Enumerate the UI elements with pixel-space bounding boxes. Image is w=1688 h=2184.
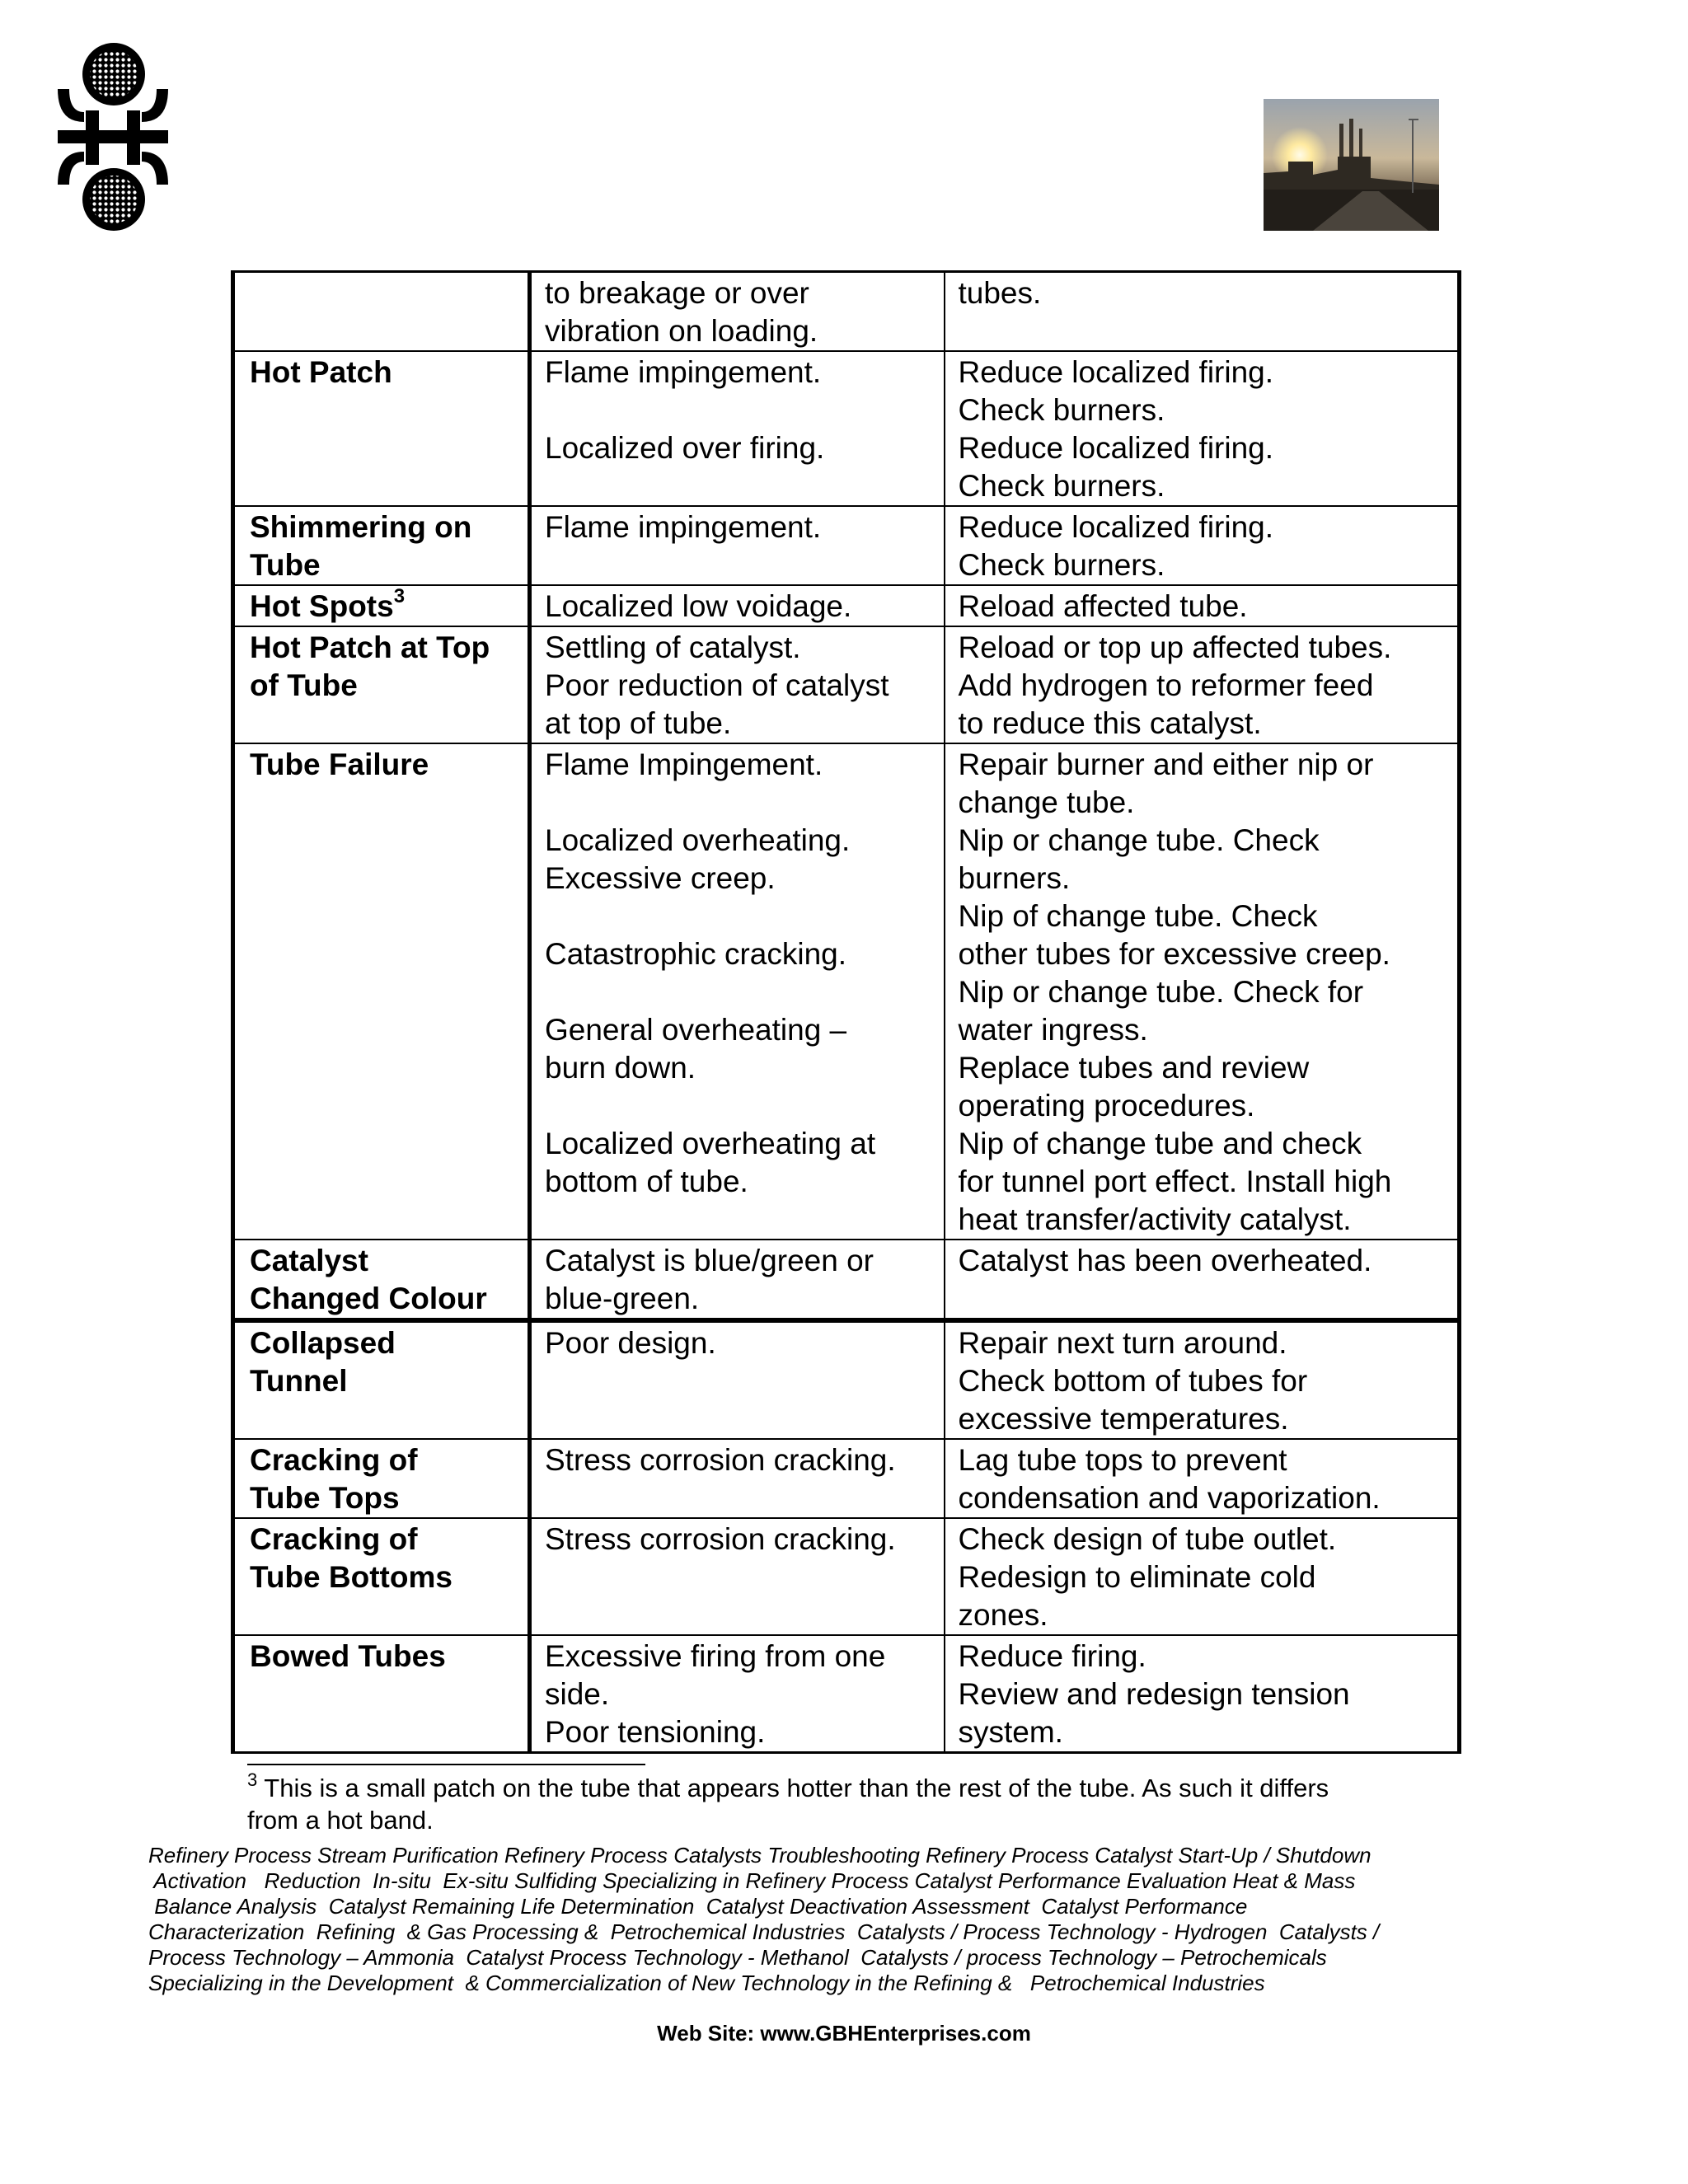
problem-label: Bowed Tubes: [250, 1639, 446, 1673]
action-text: Repair burner and either nip or: [958, 748, 1374, 781]
action-text: operating procedures.: [958, 1089, 1255, 1122]
footnote-rule: [247, 1764, 645, 1765]
action-cell: [945, 272, 1460, 352]
table-row: [233, 1320, 1460, 1439]
problem-cell: [233, 272, 530, 352]
problem-cell: [233, 585, 530, 626]
tagline-line: Specializing in the Development & Commercialization of New Technology in the Refining & Petrochemical Industries: [148, 1971, 1265, 1995]
action-cell: [945, 1320, 1460, 1439]
problem-label: Shimmering on: [250, 510, 472, 544]
problem-cell: [233, 743, 530, 1240]
cause-text: Flame impingement.: [545, 355, 822, 389]
problem-text: [250, 746, 516, 784]
problem-label: Tube: [250, 548, 321, 582]
troubleshooting-table: [231, 270, 1457, 1754]
problem-label: Tube Failure: [250, 748, 429, 781]
problem-cell: [233, 1439, 530, 1518]
action-text: Replace tubes and review: [958, 1051, 1310, 1085]
problem-label: Cracking of: [250, 1443, 418, 1477]
action-text: to reduce this catalyst.: [958, 706, 1262, 740]
action-cell: [945, 506, 1460, 585]
action-text: Reduce localized firing.: [958, 355, 1274, 389]
problem-label: Tube Bottoms: [250, 1560, 452, 1594]
problem-label: Collapsed: [250, 1326, 396, 1360]
table-row: [233, 351, 1460, 506]
gbh-logo-icon: [51, 40, 175, 234]
tagline-line: Activation Reduction In-situ Ex-situ Sulfiding Specializing in Refinery Process Catalyst Performance Evaluation Heat & Mass: [148, 1868, 1356, 1893]
cause-text: Poor reduction of catalyst: [545, 668, 889, 702]
problem-label: Tube Tops: [250, 1481, 400, 1515]
problem-text: [250, 1441, 516, 1479]
action-text: Add hydrogen to reformer feed: [958, 668, 1374, 702]
footnote: [247, 1769, 1467, 1836]
action-text: burners.: [958, 861, 1071, 895]
footnote-text-line1: This is a small patch on the tube that appears hotter than the rest of the tube. As such it differs: [257, 1774, 1329, 1802]
blank-line: [545, 973, 932, 1011]
action-cell: [945, 351, 1460, 506]
problem-text: [250, 1242, 516, 1280]
cause-text: bottom of tube.: [545, 1165, 748, 1198]
action-text: Nip of change tube and check: [958, 1127, 1362, 1160]
table-row: [233, 626, 1460, 743]
problem-text: [250, 629, 516, 667]
table-row: [233, 743, 1460, 1240]
action-text: tubes.: [958, 276, 1042, 310]
cause-cell: [530, 743, 945, 1240]
cause-text: General overheating –: [545, 1013, 847, 1047]
action-text: other tubes for excessive creep.: [958, 937, 1390, 971]
problem-label: Catalyst: [250, 1244, 368, 1277]
action-text: Lag tube tops to prevent: [958, 1443, 1287, 1477]
problem-label: of Tube: [250, 668, 358, 702]
cause-cell: [530, 626, 945, 743]
tagline-line: Refinery Process Stream Purification Refinery Process Catalysts Troubleshooting Refinery Process Catalyst Start-Up / Shutdown: [148, 1843, 1372, 1868]
cause-text: Localized over firing.: [545, 431, 825, 465]
cause-cell: [530, 1518, 945, 1635]
problem-cell: [233, 351, 530, 506]
cause-text: to breakage or over: [545, 276, 809, 310]
blank-line: [545, 898, 932, 935]
cause-text: Flame Impingement.: [545, 748, 823, 781]
cause-text: Poor design.: [545, 1326, 716, 1360]
cause-cell: [530, 585, 945, 626]
problem-cell: [233, 1635, 530, 1753]
action-text: heat transfer/activity catalyst.: [958, 1202, 1352, 1236]
action-text: Reload affected tube.: [958, 589, 1248, 623]
problem-cell: [233, 506, 530, 585]
action-cell: [945, 585, 1460, 626]
cause-text: Flame impingement.: [545, 510, 822, 544]
blank-line: [545, 1087, 932, 1125]
problem-text: [250, 1324, 516, 1362]
problem-label: Cracking of: [250, 1522, 418, 1556]
cause-cell: [530, 272, 945, 352]
website-link[interactable]: Web Site: www.GBHEnterprises.com: [657, 2021, 1031, 2046]
action-text: excessive temperatures.: [958, 1402, 1289, 1436]
cause-text: Stress corrosion cracking.: [545, 1443, 896, 1477]
action-text: water ingress.: [958, 1013, 1148, 1047]
cause-text: vibration on loading.: [545, 314, 818, 348]
table-row: [233, 1635, 1460, 1753]
table-row: [233, 1240, 1460, 1320]
problem-text: [250, 1280, 516, 1318]
footnote-reference: 3: [393, 584, 406, 607]
cause-text: Catastrophic cracking.: [545, 937, 847, 971]
cause-text: Poor tensioning.: [545, 1715, 766, 1749]
cause-text: Localized overheating.: [545, 823, 851, 857]
problem-cell: [233, 1240, 530, 1320]
action-text: Reduce localized firing.: [958, 431, 1274, 465]
cause-text: Settling of catalyst.: [545, 630, 801, 664]
action-cell: [945, 1518, 1460, 1635]
problem-label: Changed Colour: [250, 1282, 487, 1315]
table-body: [233, 272, 1460, 1753]
cause-text: at top of tube.: [545, 706, 732, 740]
action-text: Reduce localized firing.: [958, 510, 1274, 544]
problem-text: [250, 1521, 516, 1558]
action-text: zones.: [958, 1598, 1048, 1632]
cause-text: Localized overheating at: [545, 1127, 876, 1160]
action-text: Review and redesign tension: [958, 1677, 1350, 1711]
action-cell: [945, 1240, 1460, 1320]
action-text: Reload or top up affected tubes.: [958, 630, 1392, 664]
problem-text: [250, 546, 516, 584]
action-text: Check burners.: [958, 548, 1165, 582]
blank-line: [545, 391, 932, 429]
cause-cell: [530, 351, 945, 506]
action-text: Redesign to eliminate cold: [958, 1560, 1316, 1594]
footnote-marker: 3: [247, 1769, 258, 1790]
cause-cell: [530, 1320, 945, 1439]
problem-label: Hot Spots: [250, 589, 394, 623]
problem-label: Hot Patch: [250, 355, 392, 389]
table-row: [233, 1439, 1460, 1518]
action-text: Nip or change tube. Check for: [958, 975, 1364, 1009]
cause-cell: [530, 1635, 945, 1753]
table-row: [233, 585, 1460, 626]
cause-text: side.: [545, 1677, 610, 1711]
refinery-sunset-photo: [1264, 99, 1439, 231]
problem-text: [250, 667, 516, 705]
problem-text: [250, 584, 516, 626]
cause-text: Excessive firing from one: [545, 1639, 886, 1673]
action-text: system.: [958, 1715, 1063, 1749]
cause-text: Excessive creep.: [545, 861, 776, 895]
problem-label: Hot Patch at Top: [250, 630, 490, 664]
table-row: [233, 506, 1460, 585]
tagline-line: Process Technology – Ammonia Catalyst Process Technology - Methanol Catalysts / process Technology – Petrochemicals: [148, 1945, 1327, 1970]
problem-text: [250, 1638, 516, 1675]
action-cell: [945, 1635, 1460, 1753]
problem-cell: [233, 1518, 530, 1635]
action-text: condensation and vaporization.: [958, 1481, 1381, 1515]
cause-text: burn down.: [545, 1051, 696, 1085]
problem-text: [250, 1558, 516, 1596]
action-cell: [945, 743, 1460, 1240]
cause-text: Stress corrosion cracking.: [545, 1522, 896, 1556]
cause-text: Catalyst is blue/green or: [545, 1244, 874, 1277]
action-text: Check burners.: [958, 393, 1165, 427]
blank-line: [545, 784, 932, 822]
table-row: [233, 1518, 1460, 1635]
tagline-line: Characterization Refining & Gas Processing & Petrochemical Industries Catalysts / Process Technology - Hydrogen Catalysts /: [148, 1919, 1380, 1944]
problem-cell: [233, 626, 530, 743]
action-text: Check bottom of tubes for: [958, 1364, 1308, 1398]
action-text: Repair next turn around.: [958, 1326, 1287, 1360]
action-text: for tunnel port effect. Install high: [958, 1165, 1392, 1198]
cause-cell: [530, 1439, 945, 1518]
problem-label: Tunnel: [250, 1364, 348, 1398]
problem-cell: [233, 1320, 530, 1439]
cause-text: Localized low voidage.: [545, 589, 852, 623]
action-cell: [945, 1439, 1460, 1518]
action-text: Reduce firing.: [958, 1639, 1146, 1673]
action-text: change tube.: [958, 785, 1135, 819]
cause-cell: [530, 506, 945, 585]
action-text: Nip of change tube. Check: [958, 899, 1318, 933]
action-text: Check design of tube outlet.: [958, 1522, 1337, 1556]
action-cell: [945, 626, 1460, 743]
tagline-line: Balance Analysis Catalyst Remaining Life Determination Catalyst Deactivation Assessment Catalyst Performance: [148, 1894, 1248, 1919]
footnote-text-line2: from a hot band.: [247, 1806, 434, 1835]
problem-text: [250, 1479, 516, 1517]
action-text: Catalyst has been overheated.: [958, 1244, 1372, 1277]
problem-text: [250, 354, 516, 391]
cause-text: blue-green.: [545, 1282, 700, 1315]
cause-cell: [530, 1240, 945, 1320]
action-text: Nip or change tube. Check: [958, 823, 1320, 857]
action-text: Check burners.: [958, 469, 1165, 503]
services-tagline: [148, 1843, 1467, 1996]
problem-text: [250, 1362, 516, 1400]
problem-text: [250, 509, 516, 546]
table-row: [233, 272, 1460, 352]
